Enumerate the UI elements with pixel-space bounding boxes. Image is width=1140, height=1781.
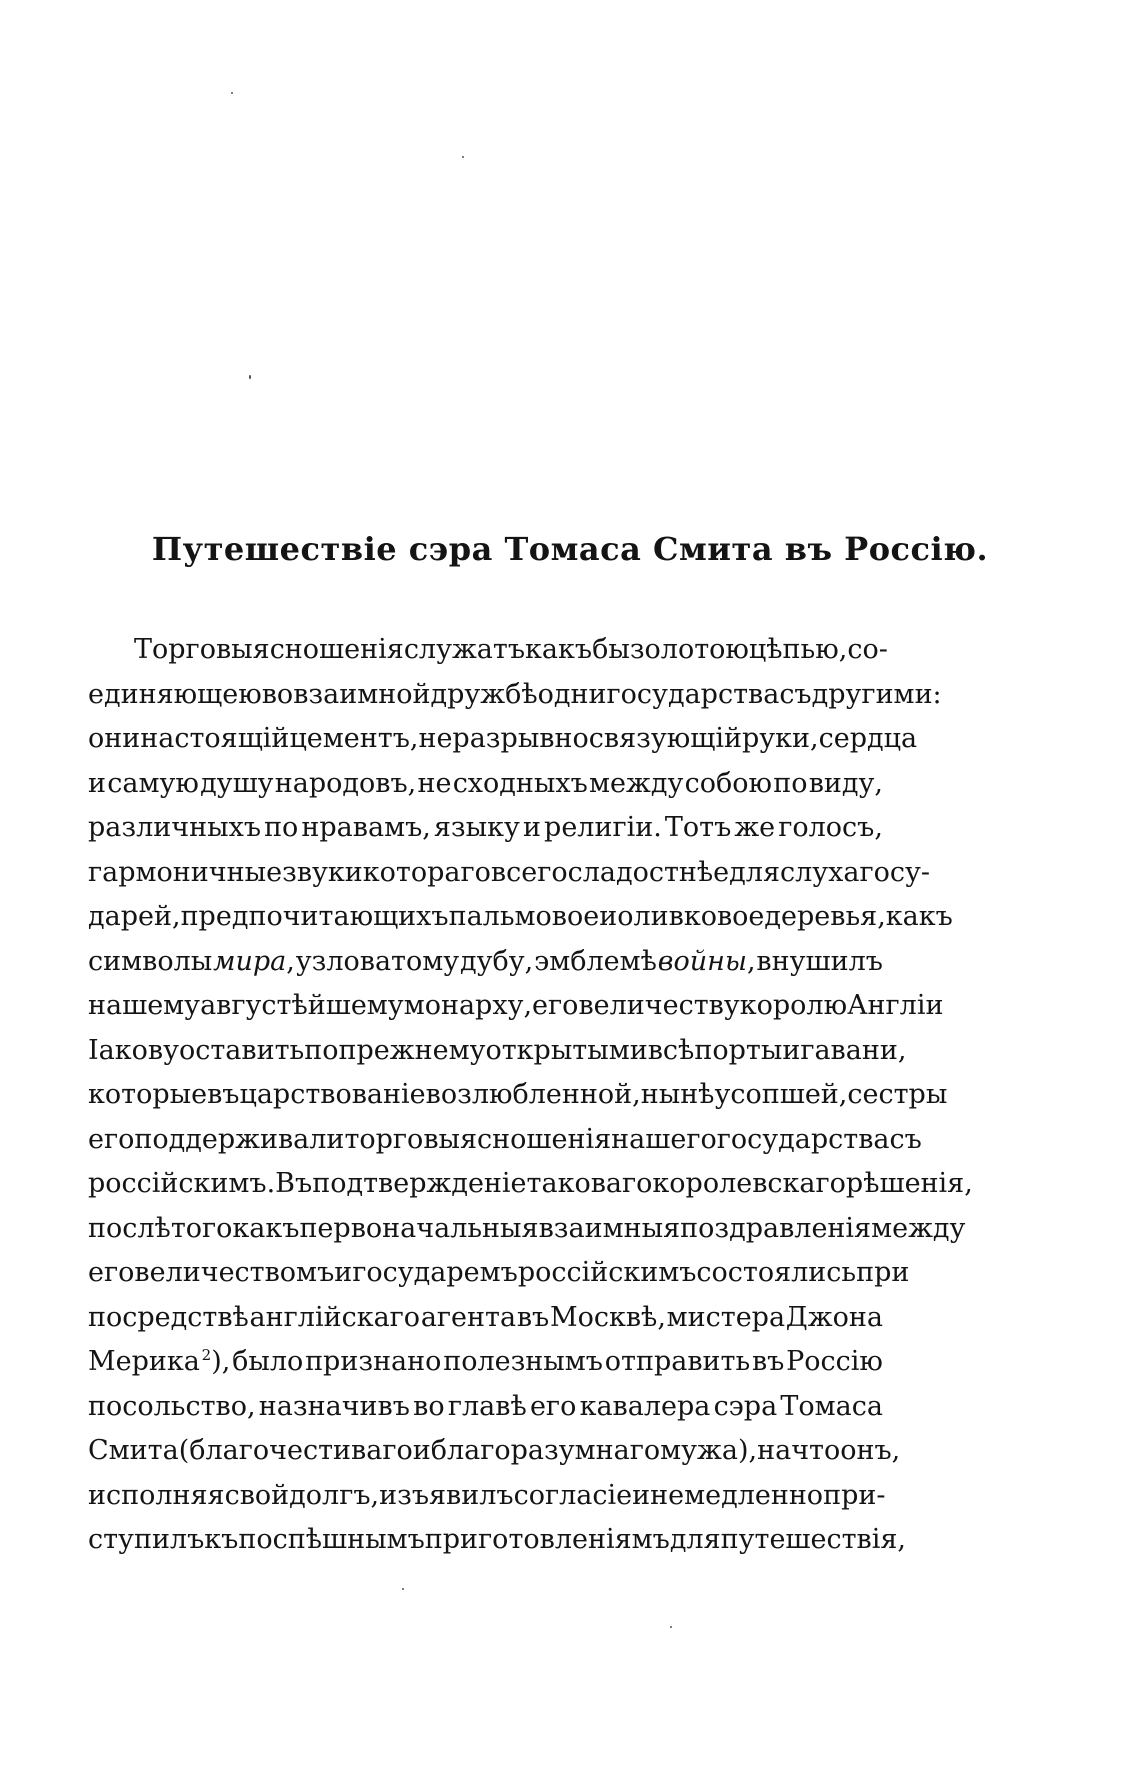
word: по	[264, 812, 299, 843]
word: Россію	[786, 1346, 883, 1377]
word: рѣшенія,	[845, 1168, 973, 1199]
word: Москвѣ,	[549, 1301, 666, 1333]
word: различныхъ	[88, 812, 261, 843]
word: со-	[847, 634, 888, 665]
word: съ	[889, 1123, 922, 1155]
scan-speck	[231, 92, 233, 94]
scan-speck	[462, 156, 464, 158]
word: его	[532, 990, 579, 1021]
word: голосъ,	[778, 812, 883, 843]
word: величеству	[578, 990, 740, 1021]
word: первоначальныя	[299, 1212, 539, 1244]
text-line	[88, 851, 931, 896]
word: сношенія	[269, 634, 404, 665]
word: того	[170, 1212, 233, 1244]
word: возлюбленной,	[425, 1079, 641, 1110]
word: $^2$),	[201, 1346, 231, 1377]
word: госу-	[859, 856, 931, 888]
word: Англіи	[847, 990, 944, 1021]
word: которые	[88, 1079, 208, 1110]
word: для	[729, 856, 780, 888]
word: всего	[490, 856, 568, 888]
word: Торговыя	[134, 634, 270, 665]
word: и	[632, 1479, 651, 1511]
word: деревья,	[764, 901, 886, 932]
word: по	[304, 1034, 339, 1066]
word: дружбѣ	[430, 678, 538, 710]
word: полезнымъ	[443, 1346, 603, 1377]
word: отправить	[604, 1346, 751, 1377]
word: нашего	[611, 1123, 717, 1155]
word: народовъ,	[274, 767, 417, 799]
word: гавани,	[800, 1034, 907, 1066]
word: поддерживали	[134, 1123, 345, 1155]
word: Джона	[785, 1301, 883, 1333]
word: государства	[716, 1123, 890, 1155]
text-line	[88, 1073, 948, 1118]
word: царствованіе	[239, 1079, 426, 1110]
word: усопшей,	[714, 1079, 848, 1110]
word: настоящій	[140, 723, 290, 754]
word: символы	[88, 945, 213, 977]
word: августѣйшему	[200, 990, 404, 1021]
word: эмблемѣ	[534, 945, 657, 977]
word: между	[871, 1212, 966, 1244]
word: связующій	[588, 723, 742, 754]
scan-speck	[670, 1626, 672, 1628]
word: сношенія	[477, 1123, 612, 1155]
word: виду,	[808, 767, 883, 799]
word: благоразумнаго	[430, 1435, 661, 1466]
word: мужа),	[660, 1435, 758, 1466]
word: нашему	[88, 990, 201, 1021]
word: же	[734, 812, 776, 843]
word: изъявилъ	[379, 1479, 514, 1511]
word: россійскимъ	[517, 1257, 697, 1288]
text-line	[88, 1118, 922, 1163]
word: государемъ	[352, 1257, 518, 1288]
word: посольство,	[88, 1390, 256, 1422]
text-line	[88, 1385, 883, 1430]
word: какъ	[885, 901, 953, 932]
word: какъ	[525, 634, 593, 665]
word: и	[599, 901, 618, 932]
word: нынѣ	[640, 1079, 715, 1110]
word: (благочестиваго	[178, 1435, 413, 1466]
word: государства	[606, 678, 780, 710]
text-line	[88, 1029, 907, 1074]
word: они	[88, 723, 141, 754]
word: цѣпью,	[748, 634, 848, 665]
word: величествомъ	[134, 1257, 335, 1288]
word: котораго	[362, 856, 491, 888]
word: дарей,	[88, 901, 181, 932]
word: и	[522, 812, 541, 843]
word: Мерика	[88, 1346, 200, 1377]
word: пальмовое	[448, 901, 600, 932]
word: служатъ	[403, 634, 526, 665]
word: признано	[305, 1346, 442, 1377]
word: торговыя	[344, 1123, 478, 1155]
body-paragraph	[88, 628, 973, 1563]
word: согласіе	[513, 1479, 633, 1511]
word: руки,	[741, 723, 819, 754]
text-line	[88, 628, 888, 673]
word: онъ,	[840, 1435, 901, 1466]
word: агента	[420, 1301, 517, 1333]
text-line	[88, 940, 883, 985]
word: и	[412, 1435, 431, 1466]
word: сэра	[713, 1390, 778, 1422]
word: и	[88, 767, 106, 799]
word: англійскаго	[249, 1301, 421, 1333]
word: душу	[200, 767, 274, 799]
word: неразрывно	[418, 723, 589, 754]
word: между	[589, 767, 684, 799]
text-line	[88, 1296, 883, 1341]
word: открытыми	[485, 1034, 648, 1066]
word: всѣ	[647, 1034, 695, 1066]
word: посредствѣ	[88, 1301, 249, 1333]
word: было	[232, 1346, 304, 1377]
word: состоялись	[696, 1257, 857, 1288]
word: золотою	[629, 634, 749, 665]
scan-speck	[249, 375, 251, 379]
word: какъ	[232, 1212, 300, 1244]
text-line	[88, 1474, 886, 1519]
word: бы	[592, 634, 630, 665]
word: для	[669, 1524, 721, 1555]
word: на	[757, 1435, 792, 1466]
word: свой	[224, 1479, 290, 1511]
word: приготовленіямъ	[424, 1524, 670, 1555]
word: не	[417, 767, 452, 799]
word: что	[791, 1435, 841, 1466]
word: его	[88, 1123, 135, 1155]
word: при-	[823, 1479, 886, 1511]
text-line	[88, 717, 918, 762]
word: немедленно	[650, 1479, 824, 1511]
word: поспѣшнымъ	[238, 1524, 425, 1555]
word: узловатому	[295, 945, 460, 977]
text-line	[88, 1518, 907, 1563]
word: послѣ	[88, 1212, 171, 1244]
word: во	[413, 1390, 445, 1422]
word: другими:	[811, 678, 942, 710]
word: поздравленія	[680, 1212, 872, 1244]
word: единяющею	[88, 678, 262, 710]
word: сердца	[818, 723, 918, 754]
word: въ	[516, 1301, 550, 1333]
word: и	[782, 1034, 801, 1066]
word: дубу,	[460, 945, 534, 977]
word: самую	[107, 767, 199, 799]
word: религіи.	[544, 812, 662, 843]
word: кавалера	[579, 1390, 711, 1422]
word: въ	[207, 1079, 240, 1110]
word: королю	[739, 990, 848, 1021]
text-line	[88, 1340, 883, 1385]
word: Томаса	[780, 1390, 883, 1422]
text-line	[88, 984, 944, 1029]
word: таковаго	[526, 1168, 653, 1199]
chapter-title: Путешествіе сэра Томаса Смита въ Россію.	[151, 530, 989, 568]
text-line	[88, 895, 953, 940]
word: сладостнѣе	[567, 856, 730, 888]
word: сходныхъ	[452, 767, 588, 799]
word: ступилъ	[88, 1524, 205, 1555]
word: собою	[684, 767, 772, 799]
word: и	[334, 1257, 353, 1288]
word: во	[261, 678, 294, 710]
word: сестры	[847, 1079, 948, 1110]
word: мира,	[213, 945, 295, 977]
word: оливковое	[617, 901, 765, 932]
word: Тотъ	[664, 812, 732, 843]
word: россійскимъ.	[88, 1168, 276, 1199]
word: Смита	[88, 1435, 179, 1466]
word: долгъ,	[289, 1479, 380, 1511]
text-line	[88, 1429, 901, 1474]
text-line	[88, 1162, 973, 1207]
word: языку	[433, 812, 520, 843]
word: прежнему	[338, 1034, 486, 1066]
word: предпочитающихъ	[180, 901, 449, 932]
word: королевскаго	[652, 1168, 846, 1199]
word: исполняя	[88, 1479, 225, 1511]
word: назначивъ	[258, 1390, 410, 1422]
text-line	[88, 806, 883, 851]
word: взаимныя	[538, 1212, 681, 1244]
word: цементъ,	[289, 723, 419, 754]
word: его	[529, 1390, 577, 1422]
word: съ	[779, 678, 812, 710]
word: внушилъ	[756, 945, 883, 977]
word: подтвержденіе	[312, 1168, 527, 1199]
word: его	[88, 1257, 135, 1288]
text-line	[88, 762, 883, 807]
word: въ	[751, 1346, 785, 1377]
word: къ	[204, 1524, 239, 1555]
word: взаимной	[293, 678, 431, 710]
text-line	[88, 1251, 910, 1296]
word: слуха	[779, 856, 860, 888]
word: главѣ	[447, 1390, 527, 1422]
scan-speck	[402, 1588, 404, 1590]
word: по	[773, 767, 808, 799]
word: звуки	[282, 856, 363, 888]
word: Въ	[275, 1168, 313, 1199]
word: войны,	[657, 945, 756, 977]
word: порты	[694, 1034, 783, 1066]
word: мистера	[666, 1301, 786, 1333]
word: одни	[537, 678, 607, 710]
word: гармоничные	[88, 856, 283, 888]
word: путешествія,	[720, 1524, 907, 1555]
word: Іакову	[88, 1034, 179, 1066]
word: монарху,	[403, 990, 533, 1021]
word: оставить	[178, 1034, 305, 1066]
text-line	[88, 673, 942, 718]
text-line	[88, 1207, 966, 1252]
word: при	[856, 1257, 910, 1288]
word: нравамъ,	[301, 812, 431, 843]
